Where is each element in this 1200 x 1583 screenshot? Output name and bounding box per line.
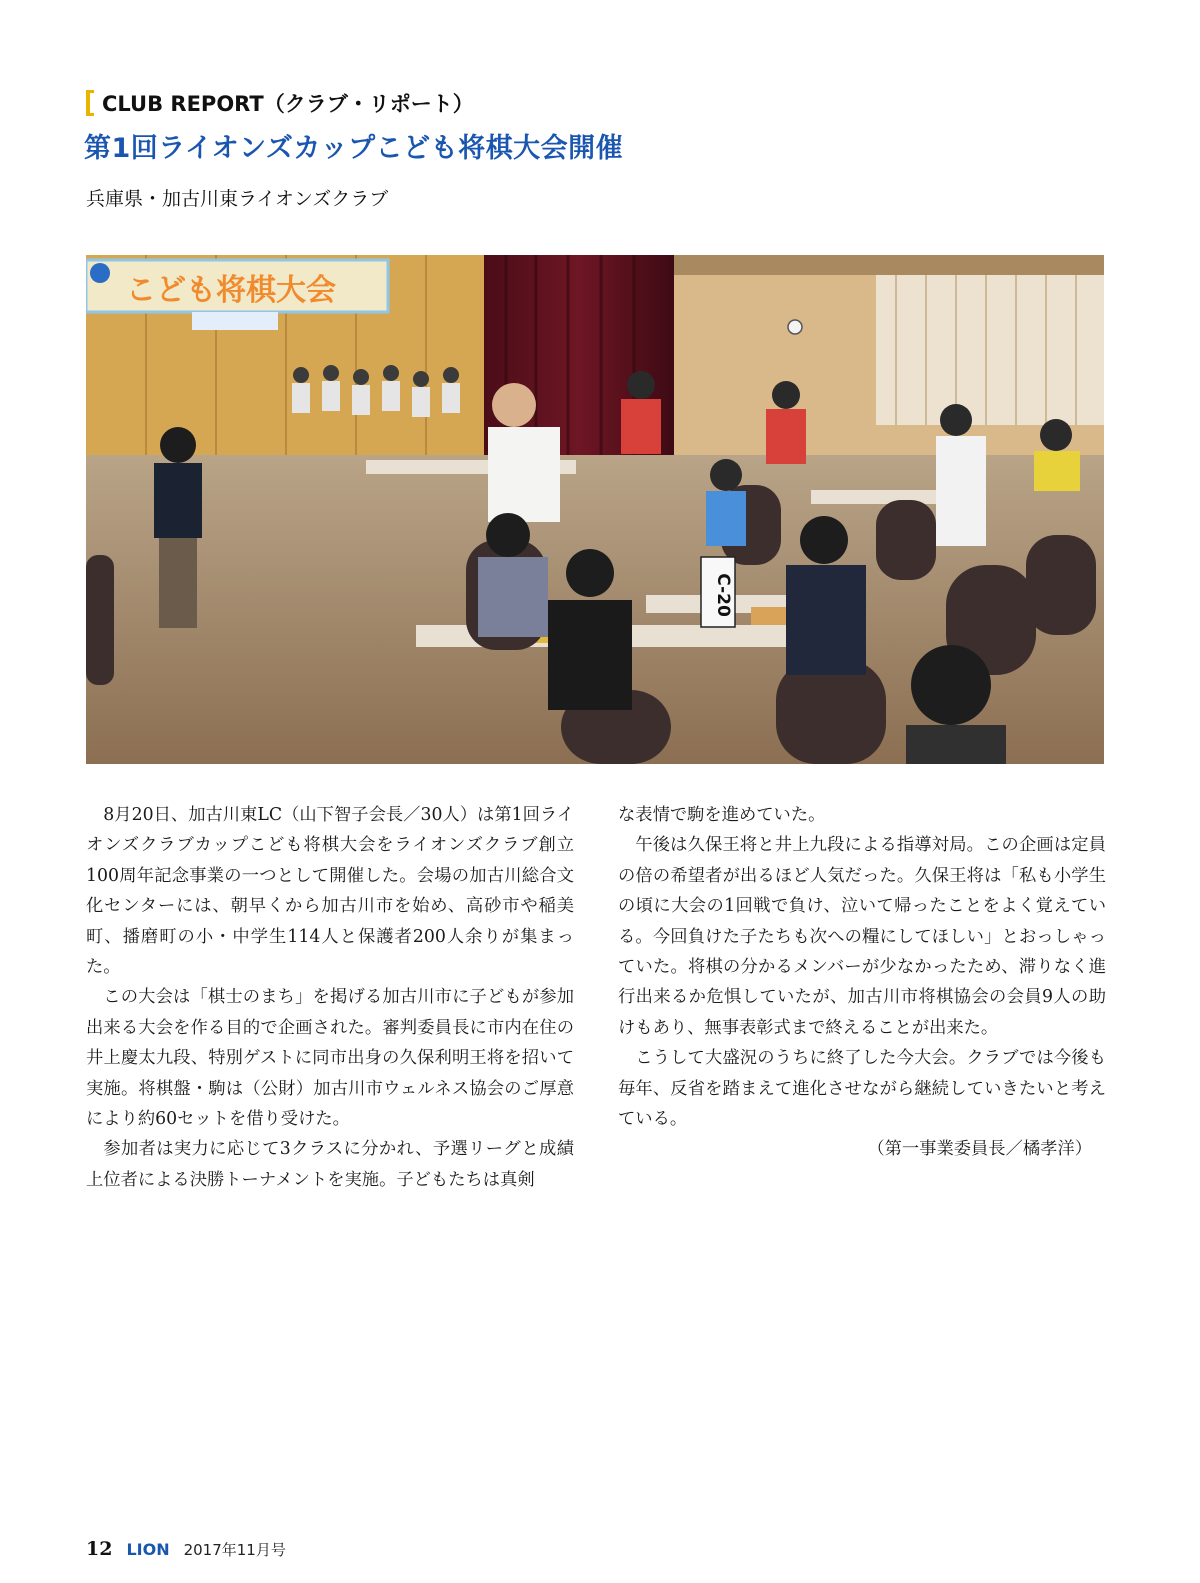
article-column-left bbox=[86, 800, 574, 1195]
article-column-right bbox=[618, 800, 1106, 1165]
banner-text: こども将棋大会 bbox=[126, 273, 336, 308]
bracket-mark bbox=[86, 90, 90, 116]
paragraph: 午後は久保王将と井上九段による指導対局。この企画は定員の倍の希望者が出るほど人気だった。久保王将は「私も小学生の頃に大会の1回戦で負け、泣いて帰ったことをよく覚えている。今回負けた子たちも次への糧にしてほしい」とおっしゃっていた。将棋の分かるメンバーが少なかったため、滞りなく進行出来るか危惧していたが、加古川市将棋協会の会員9人の助けもあり、無事表彰式まで終えることが出来た。 bbox=[618, 835, 1106, 1038]
paragraph: この大会は「棋士のまち」を掲げる加古川市に子どもが参加出来る大会を作る目的で企画された。審判委員長に市内在住の井上慶太九段、特別ゲストに同市出身の久保利明王将を招いて実施。将棋盤・駒は（公財）加古川市ウェルネス協会のご厚意により約60セットを借り受けた。 bbox=[86, 987, 574, 1130]
magazine-name: LION bbox=[126, 1540, 170, 1559]
event-photo bbox=[86, 255, 1104, 764]
issue-date: 2017年11月号 bbox=[183, 1541, 286, 1559]
table-sign: C-20 bbox=[713, 573, 733, 617]
page-footer bbox=[86, 1538, 286, 1560]
paragraph: こうして大盛況のうちに終了した今大会。クラブでは今後も毎年、反省を踏まえて進化させながら継続していきたいと考えている。 bbox=[618, 1048, 1106, 1130]
article-headline: 第1回ライオンズカップこども将棋大会開催 bbox=[84, 133, 624, 164]
section-label bbox=[86, 88, 474, 118]
paragraph: 参加者は実力に応じて3クラスに分かれ、予選リーグと成績上位者による決勝トーナメントを実施。子どもたちは真剣 bbox=[86, 1139, 574, 1190]
paragraph: 8月20日、加古川東LC（山下智子会長／30人）は第1回ライオンズクラブカップこども将棋大会をライオンズクラブ創立100周年記念事業の一つとして開催した。会場の加古川総合文化センターには、朝早くから加古川市を始め、高砂市や稲美町、播磨町の小・中学生114人と保護者200人余りが集まった。 bbox=[86, 805, 574, 978]
author-signature: （第一事業委員長／橘孝洋） bbox=[867, 1139, 1092, 1160]
section-label-text: CLUB REPORT（クラブ・リポート） bbox=[102, 92, 474, 116]
paragraph: な表情で駒を進めていた。 bbox=[618, 805, 826, 825]
club-name: 兵庫県・加古川東ライオンズクラブ bbox=[86, 188, 389, 210]
page-number: 12 bbox=[86, 1538, 113, 1560]
